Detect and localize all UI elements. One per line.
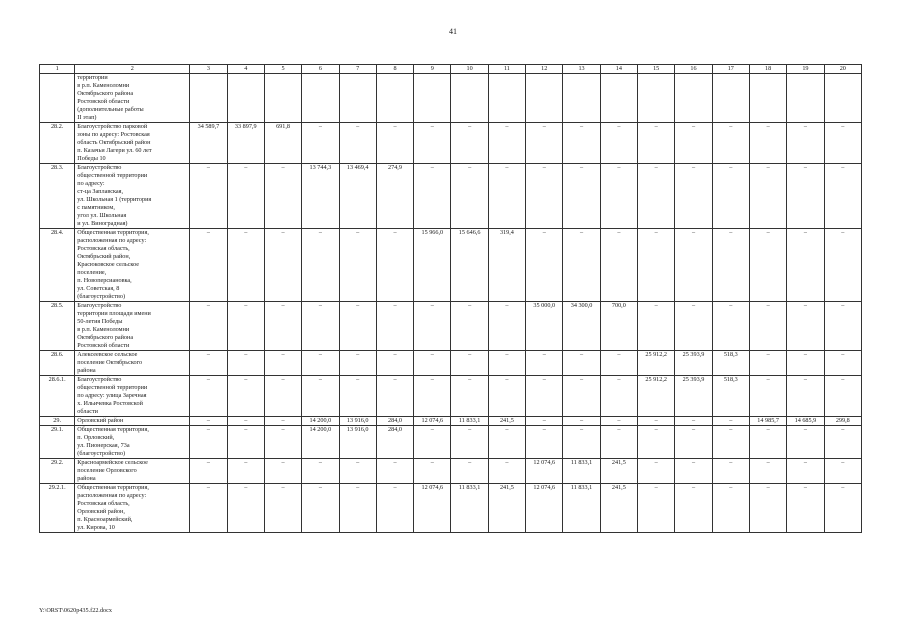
value-cell: – xyxy=(600,426,637,459)
value-cell: – xyxy=(264,229,301,302)
value-cell: – xyxy=(600,351,637,376)
value-cell: – xyxy=(638,164,675,229)
column-header: 10 xyxy=(451,65,488,74)
value-cell: 274,9 xyxy=(376,164,413,229)
value-cell: 518,3 xyxy=(712,376,749,417)
row-number: 28.5. xyxy=(40,302,75,351)
column-header: 13 xyxy=(563,65,600,74)
value-cell: 13 916,0 xyxy=(339,417,376,426)
value-cell: – xyxy=(264,417,301,426)
value-cell: – xyxy=(451,302,488,351)
value-cell: 25 393,9 xyxy=(675,351,712,376)
row-number: 29. xyxy=(40,417,75,426)
table-row xyxy=(40,74,862,123)
value-cell: – xyxy=(526,417,563,426)
table-row xyxy=(40,459,862,484)
column-header: 18 xyxy=(749,65,786,74)
value-cell: – xyxy=(787,229,824,302)
value-cell: – xyxy=(600,376,637,417)
value-cell: – xyxy=(264,164,301,229)
value-cell: – xyxy=(264,459,301,484)
value-cell: – xyxy=(414,351,451,376)
value-cell: – xyxy=(749,376,786,417)
row-name: Благоустройство парковой зоны по адресу: Ростовская область Октябрьский район п. Казачьи Лагери ул. 60 лет Победы 10 xyxy=(75,123,190,164)
value-cell: – xyxy=(451,123,488,164)
column-header: 8 xyxy=(376,65,413,74)
value-cell xyxy=(264,74,301,123)
value-cell: – xyxy=(712,426,749,459)
value-cell: – xyxy=(675,417,712,426)
value-cell: – xyxy=(675,426,712,459)
value-cell: – xyxy=(787,302,824,351)
row-number: 28.2. xyxy=(40,123,75,164)
value-cell: 14 200,0 xyxy=(302,417,339,426)
value-cell: – xyxy=(563,426,600,459)
value-cell: – xyxy=(675,484,712,533)
value-cell: – xyxy=(712,123,749,164)
value-cell: 15 966,0 xyxy=(414,229,451,302)
table-row xyxy=(40,484,862,533)
value-cell: – xyxy=(302,123,339,164)
value-cell: 299,8 xyxy=(824,417,861,426)
value-cell: – xyxy=(787,459,824,484)
value-cell xyxy=(190,74,227,123)
value-cell: – xyxy=(190,426,227,459)
value-cell: – xyxy=(787,484,824,533)
row-number: 29.1. xyxy=(40,426,75,459)
value-cell: – xyxy=(749,484,786,533)
value-cell: – xyxy=(264,426,301,459)
value-cell: – xyxy=(526,123,563,164)
value-cell: – xyxy=(451,351,488,376)
value-cell: – xyxy=(414,426,451,459)
value-cell: – xyxy=(190,351,227,376)
table-row xyxy=(40,123,862,164)
value-cell xyxy=(749,74,786,123)
column-header: 19 xyxy=(787,65,824,74)
value-cell: 25 912,2 xyxy=(638,376,675,417)
column-header: 3 xyxy=(190,65,227,74)
value-cell: – xyxy=(526,376,563,417)
value-cell: – xyxy=(563,229,600,302)
value-cell: 14 200,0 xyxy=(302,426,339,459)
value-cell xyxy=(302,74,339,123)
value-cell: – xyxy=(824,229,861,302)
value-cell: – xyxy=(824,484,861,533)
value-cell: – xyxy=(451,376,488,417)
value-cell: 11 833,1 xyxy=(563,459,600,484)
column-header: 4 xyxy=(227,65,264,74)
table-row xyxy=(40,302,862,351)
value-cell: – xyxy=(414,376,451,417)
value-cell: 25 393,9 xyxy=(675,376,712,417)
value-cell: 319,4 xyxy=(488,229,525,302)
row-number xyxy=(40,74,75,123)
value-cell: – xyxy=(376,376,413,417)
value-cell: 700,0 xyxy=(600,302,637,351)
budget-table xyxy=(39,64,862,533)
value-cell: 12 074,6 xyxy=(414,417,451,426)
value-cell: – xyxy=(302,302,339,351)
value-cell: – xyxy=(488,351,525,376)
value-cell: – xyxy=(190,417,227,426)
value-cell: – xyxy=(749,302,786,351)
value-cell: – xyxy=(638,417,675,426)
value-cell: 241,5 xyxy=(600,484,637,533)
value-cell: – xyxy=(749,459,786,484)
value-cell: – xyxy=(712,417,749,426)
value-cell: – xyxy=(451,459,488,484)
value-cell: – xyxy=(638,426,675,459)
value-cell xyxy=(488,74,525,123)
value-cell: – xyxy=(600,417,637,426)
value-cell: – xyxy=(302,376,339,417)
value-cell: – xyxy=(227,164,264,229)
row-name: Благоустройство общественной территории по адресу: ст-ца Заплавская, ул. Школьная 1 (территория с памятником, угол ул. Школьная и ул. Виноградная) xyxy=(75,164,190,229)
value-cell: – xyxy=(414,459,451,484)
row-name: Общественная территория, расположенная по адресу: Ростовская область, Октябрьский район, Красюковское сельское поселение, п. Новоперсиановка, ул. Советская, 8 (благоустройство) xyxy=(75,229,190,302)
value-cell: – xyxy=(488,302,525,351)
value-cell: 13 469,4 xyxy=(339,164,376,229)
value-cell: – xyxy=(488,426,525,459)
value-cell: – xyxy=(339,376,376,417)
value-cell xyxy=(227,74,264,123)
value-cell: – xyxy=(451,426,488,459)
column-header: 7 xyxy=(339,65,376,74)
value-cell: – xyxy=(451,164,488,229)
table-row xyxy=(40,164,862,229)
value-cell: 34 300,0 xyxy=(563,302,600,351)
value-cell: – xyxy=(376,484,413,533)
row-number: 29.2. xyxy=(40,459,75,484)
value-cell: – xyxy=(190,376,227,417)
value-cell: – xyxy=(787,123,824,164)
value-cell: 33 897,9 xyxy=(227,123,264,164)
value-cell: – xyxy=(824,302,861,351)
value-cell xyxy=(600,74,637,123)
value-cell: 241,5 xyxy=(488,484,525,533)
value-cell: 241,5 xyxy=(488,417,525,426)
value-cell: – xyxy=(600,123,637,164)
value-cell: – xyxy=(339,302,376,351)
value-cell: – xyxy=(675,302,712,351)
row-name: Благоустройство общественной территории по адресу: улица Заречная х. Ильичевка Ростовской области xyxy=(75,376,190,417)
table-row xyxy=(40,376,862,417)
value-cell: – xyxy=(712,302,749,351)
value-cell: 12 074,6 xyxy=(526,459,563,484)
value-cell: – xyxy=(787,164,824,229)
value-cell: – xyxy=(563,351,600,376)
value-cell: 11 833,1 xyxy=(563,484,600,533)
value-cell: 12 074,6 xyxy=(414,484,451,533)
value-cell: – xyxy=(675,459,712,484)
value-cell: 11 833,1 xyxy=(451,484,488,533)
value-cell: 13 744,3 xyxy=(302,164,339,229)
value-cell: – xyxy=(563,123,600,164)
row-name: Благоустройство территории площади имени 50-летия Победы в р.п. Каменоломни Октябрьского района Ростовской области xyxy=(75,302,190,351)
value-cell: 12 074,6 xyxy=(526,484,563,533)
value-cell: 14 985,7 xyxy=(749,417,786,426)
value-cell: – xyxy=(563,376,600,417)
value-cell: – xyxy=(675,123,712,164)
row-number: 28.4. xyxy=(40,229,75,302)
value-cell: – xyxy=(749,426,786,459)
value-cell: – xyxy=(824,376,861,417)
value-cell: – xyxy=(227,302,264,351)
value-cell xyxy=(638,74,675,123)
value-cell: – xyxy=(227,351,264,376)
value-cell: – xyxy=(675,229,712,302)
row-name: Красноармейское сельское поселение Орловского района xyxy=(75,459,190,484)
value-cell: – xyxy=(302,484,339,533)
value-cell: – xyxy=(638,459,675,484)
row-name: Алексеевское сельское поселение Октябрьского района xyxy=(75,351,190,376)
value-cell: – xyxy=(414,302,451,351)
value-cell: 34 589,7 xyxy=(190,123,227,164)
column-header: 17 xyxy=(712,65,749,74)
value-cell: – xyxy=(712,459,749,484)
value-cell: – xyxy=(190,484,227,533)
column-header: 20 xyxy=(824,65,861,74)
column-header: 11 xyxy=(488,65,525,74)
value-cell: – xyxy=(787,351,824,376)
row-number: 28.3. xyxy=(40,164,75,229)
column-header: 14 xyxy=(600,65,637,74)
value-cell: – xyxy=(227,484,264,533)
value-cell: – xyxy=(488,164,525,229)
value-cell: – xyxy=(264,376,301,417)
value-cell: – xyxy=(339,459,376,484)
value-cell: – xyxy=(414,164,451,229)
value-cell: – xyxy=(638,484,675,533)
value-cell: – xyxy=(264,351,301,376)
value-cell: – xyxy=(787,426,824,459)
value-cell: – xyxy=(526,351,563,376)
value-cell: – xyxy=(787,376,824,417)
value-cell xyxy=(675,74,712,123)
column-header: 9 xyxy=(414,65,451,74)
column-header: 5 xyxy=(264,65,301,74)
value-cell: – xyxy=(376,302,413,351)
column-header: 15 xyxy=(638,65,675,74)
value-cell: – xyxy=(302,229,339,302)
value-cell: – xyxy=(227,417,264,426)
value-cell: 691,8 xyxy=(264,123,301,164)
column-header: 1 xyxy=(40,65,75,74)
value-cell: – xyxy=(824,164,861,229)
value-cell: – xyxy=(302,351,339,376)
value-cell: – xyxy=(824,426,861,459)
value-cell: – xyxy=(339,229,376,302)
value-cell: – xyxy=(563,164,600,229)
value-cell: – xyxy=(638,229,675,302)
value-cell: – xyxy=(414,123,451,164)
value-cell: – xyxy=(227,376,264,417)
footer-file-path: Y:\ORST\0620p435.f22.docx xyxy=(39,607,112,614)
row-number: 28.6. xyxy=(40,351,75,376)
value-cell: – xyxy=(749,164,786,229)
value-cell: – xyxy=(824,351,861,376)
value-cell: 35 000,0 xyxy=(526,302,563,351)
value-cell: – xyxy=(339,123,376,164)
value-cell xyxy=(451,74,488,123)
row-number: 28.6.1. xyxy=(40,376,75,417)
column-header: 12 xyxy=(526,65,563,74)
value-cell: – xyxy=(749,229,786,302)
value-cell: – xyxy=(712,164,749,229)
value-cell: – xyxy=(600,164,637,229)
value-cell: – xyxy=(302,459,339,484)
value-cell: 284,0 xyxy=(376,417,413,426)
value-cell: 241,5 xyxy=(600,459,637,484)
value-cell: – xyxy=(675,164,712,229)
value-cell xyxy=(526,74,563,123)
value-cell: – xyxy=(600,229,637,302)
value-cell xyxy=(824,74,861,123)
value-cell xyxy=(414,74,451,123)
table-row xyxy=(40,417,862,426)
value-cell: – xyxy=(526,229,563,302)
value-cell: – xyxy=(190,302,227,351)
value-cell: – xyxy=(227,426,264,459)
value-cell: – xyxy=(526,164,563,229)
column-header: 2 xyxy=(75,65,190,74)
value-cell: – xyxy=(824,123,861,164)
value-cell: – xyxy=(190,229,227,302)
value-cell: – xyxy=(264,484,301,533)
value-cell: 284,0 xyxy=(376,426,413,459)
value-cell: – xyxy=(526,426,563,459)
value-cell: – xyxy=(749,351,786,376)
value-cell: – xyxy=(227,459,264,484)
value-cell: – xyxy=(376,123,413,164)
value-cell: – xyxy=(227,229,264,302)
row-name: территории в р.п. Каменоломни Октябрьского района Ростовской области (дополнительные работы II этап) xyxy=(75,74,190,123)
value-cell: – xyxy=(712,484,749,533)
value-cell: 518,3 xyxy=(712,351,749,376)
row-number: 29.2.1. xyxy=(40,484,75,533)
column-header: 6 xyxy=(302,65,339,74)
value-cell: 15 646,6 xyxy=(451,229,488,302)
page-number: 41 xyxy=(449,27,457,36)
value-cell: – xyxy=(824,459,861,484)
value-cell xyxy=(787,74,824,123)
value-cell: – xyxy=(339,484,376,533)
value-cell: – xyxy=(488,376,525,417)
value-cell: – xyxy=(712,229,749,302)
value-cell: – xyxy=(563,417,600,426)
table-row xyxy=(40,351,862,376)
value-cell: – xyxy=(488,459,525,484)
value-cell: – xyxy=(190,164,227,229)
value-cell: – xyxy=(376,459,413,484)
row-name: Общественная территория, п. Орловский, ул. Пионерская, 73а (благоустройство) xyxy=(75,426,190,459)
value-cell: – xyxy=(190,459,227,484)
value-cell: – xyxy=(488,123,525,164)
value-cell xyxy=(712,74,749,123)
value-cell: 25 912,2 xyxy=(638,351,675,376)
table-header-row xyxy=(40,65,862,74)
value-cell: – xyxy=(264,302,301,351)
value-cell: 14 685,9 xyxy=(787,417,824,426)
value-cell: 11 833,1 xyxy=(451,417,488,426)
value-cell: 13 916,0 xyxy=(339,426,376,459)
row-name: Орловский район xyxy=(75,417,190,426)
value-cell: – xyxy=(638,302,675,351)
value-cell: – xyxy=(376,351,413,376)
value-cell xyxy=(339,74,376,123)
value-cell: – xyxy=(376,229,413,302)
column-header: 16 xyxy=(675,65,712,74)
table-row xyxy=(40,426,862,459)
value-cell: – xyxy=(638,123,675,164)
row-name: Общественная территория, расположенная по адресу: Ростовская область, Орловский район, п. Красноармейский, ул. Кирова, 10 xyxy=(75,484,190,533)
value-cell: – xyxy=(339,351,376,376)
value-cell: – xyxy=(749,123,786,164)
value-cell xyxy=(376,74,413,123)
value-cell xyxy=(563,74,600,123)
table-row xyxy=(40,229,862,302)
